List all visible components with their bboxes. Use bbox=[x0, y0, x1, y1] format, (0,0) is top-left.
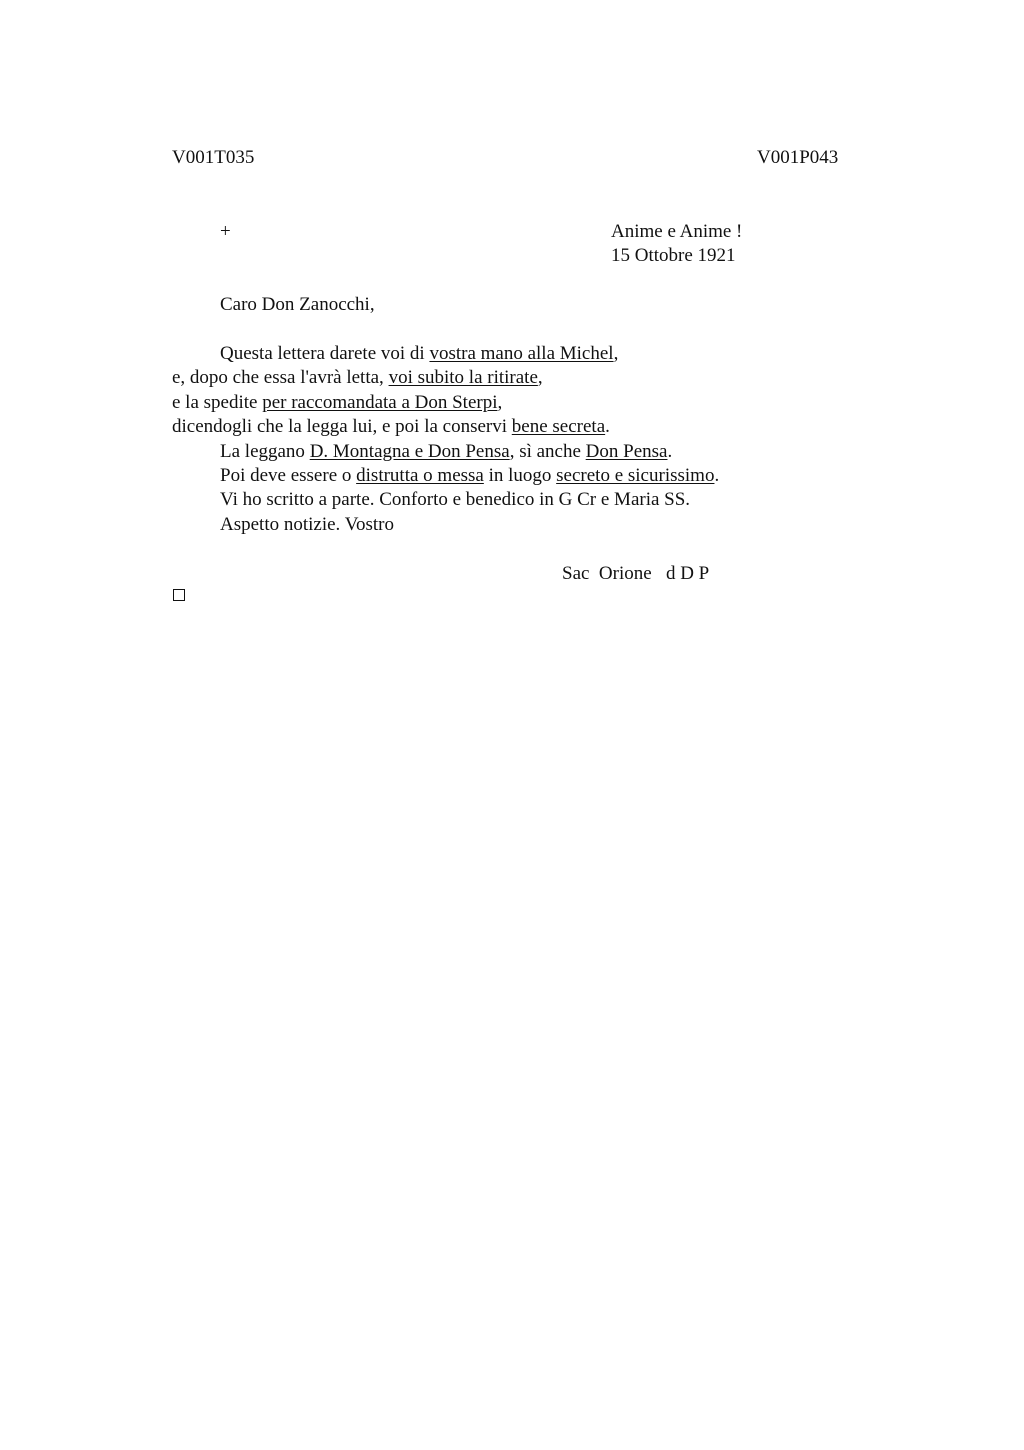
underlined-text: secreto e sicurissimo bbox=[556, 465, 715, 486]
underlined-text: bene secreta bbox=[511, 416, 606, 438]
body-line bbox=[220, 488, 690, 512]
text-segment: Aspetto notizie. Vostro bbox=[220, 513, 394, 535]
signature: Sac Orione d D P bbox=[562, 563, 710, 584]
text-segment: , bbox=[613, 343, 619, 364]
text-segment: Questa lettera darete voi di bbox=[220, 343, 430, 364]
cross-mark: + bbox=[220, 221, 231, 242]
text-segment: dicendogli che la legga lui, e poi la conservi bbox=[172, 416, 512, 438]
letter-date: 15 Ottobre 1921 bbox=[611, 245, 736, 266]
text-segment: , sì anche bbox=[509, 440, 586, 462]
underlined-text: distrutta o messa bbox=[356, 465, 484, 486]
underlined-text: Don Pensa bbox=[585, 440, 668, 462]
body-line bbox=[220, 342, 618, 366]
underlined-text: vostra mano alla Michel bbox=[429, 343, 614, 364]
motto: Anime e Anime ! bbox=[611, 221, 743, 242]
text-segment: La leggano bbox=[220, 440, 310, 462]
body-line bbox=[220, 440, 672, 464]
body-line bbox=[172, 415, 610, 439]
document-code-left: V001T035 bbox=[172, 147, 255, 168]
underlined-text: voi subito la ritirate bbox=[388, 367, 538, 389]
text-segment: . bbox=[667, 440, 673, 462]
underlined-text: per raccomandata a Don Sterpi bbox=[262, 391, 498, 413]
text-segment: in luogo bbox=[483, 465, 557, 486]
text-segment: , bbox=[497, 391, 503, 413]
body-line bbox=[172, 391, 502, 415]
text-segment: e la spedite bbox=[172, 391, 263, 413]
text-segment: , bbox=[537, 367, 543, 389]
salutation: Caro Don Zanocchi, bbox=[220, 294, 375, 315]
text-segment: . bbox=[605, 416, 610, 438]
checkbox-square-icon bbox=[173, 589, 185, 601]
underlined-text: D. Montagna e Don Pensa bbox=[309, 440, 510, 462]
text-segment: . bbox=[714, 465, 720, 486]
text-segment: Poi deve essere o bbox=[220, 465, 357, 486]
document-code-right: V001P043 bbox=[757, 147, 839, 168]
text-segment: e, dopo che essa l'avrà letta, bbox=[172, 367, 389, 389]
body-line bbox=[220, 464, 719, 488]
body-line bbox=[220, 513, 394, 537]
body-line bbox=[172, 366, 543, 390]
text-segment: Vi ho scritto a parte. Conforto e benedico in G Cr e Maria SS. bbox=[220, 489, 691, 511]
